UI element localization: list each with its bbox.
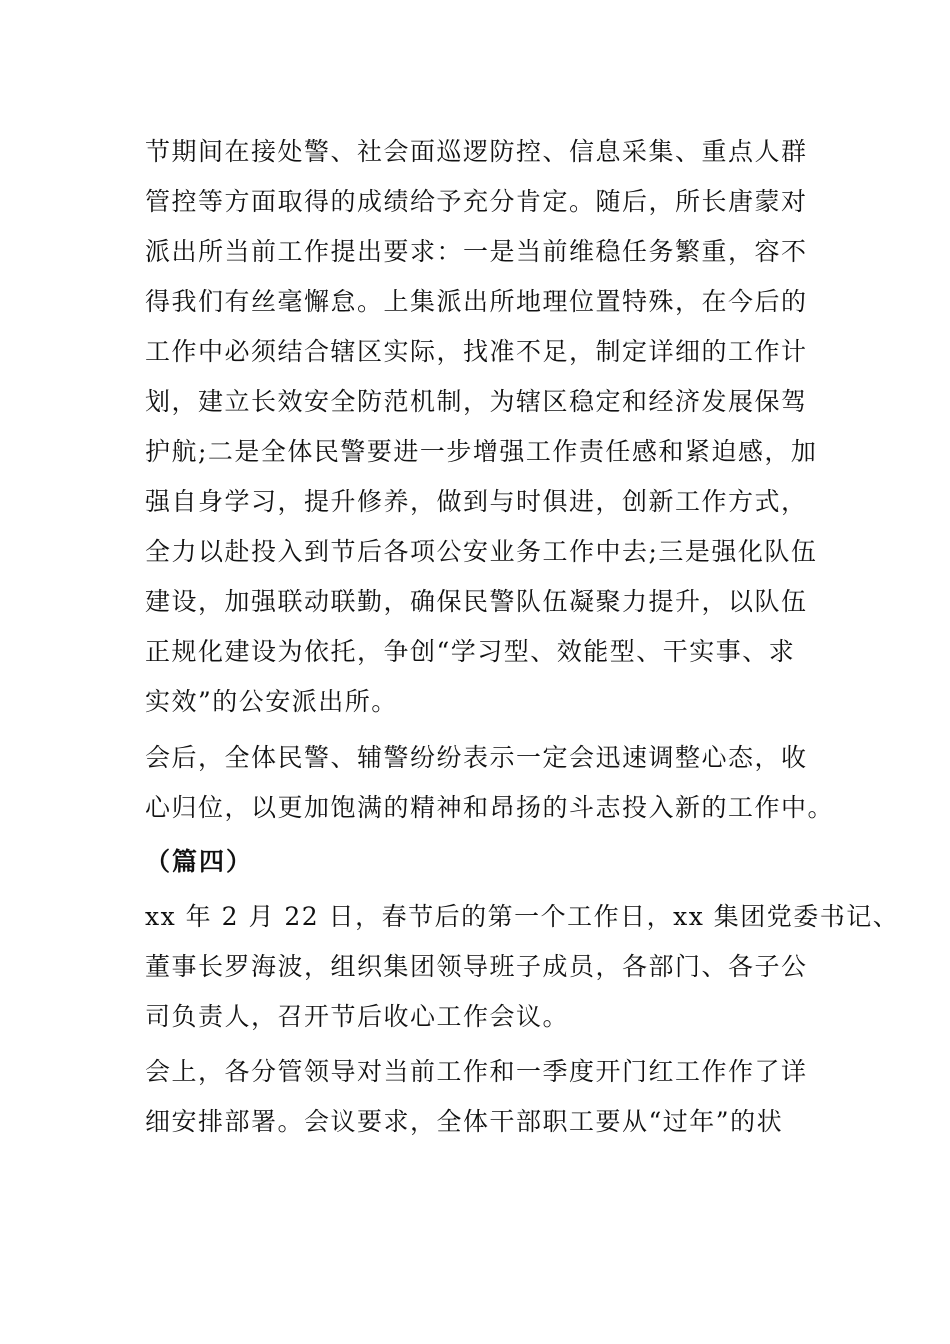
text-line: 节期间在接处警、社会面巡逻防控、信息采集、重点人群 [145, 137, 808, 166]
text-line: 管控等方面取得的成绩给予充分肯定。随后，所长唐蒙对 [145, 187, 808, 216]
text-line: 建设，加强联动联勤，确保民警队伍凝聚力提升，以队伍 [145, 587, 808, 616]
text-line: 会上，各分管领导对当前工作和一季度开门红工作作了详 [145, 1057, 808, 1086]
text-line: 得我们有丝毫懈怠。上集派出所地理位置特殊，在今后的 [145, 287, 808, 316]
text-line: 工作中必须结合辖区实际，找准不足，制定详细的工作计 [145, 337, 808, 366]
text-line: xx 年 2 月 22 日，春节后的第一个工作日，xx 集团党委书记、 [145, 902, 900, 931]
text-line: 强自身学习，提升修养，做到与时俱进，创新工作方式， [145, 487, 808, 516]
text-line: 派出所当前工作提出要求：一是当前维稳任务繁重，容不 [145, 237, 808, 266]
text-line: 会后，全体民警、辅警纷纷表示一定会迅速调整心态，收 [145, 743, 808, 772]
text-line: 护航;二是全体民警要进一步增强工作责任感和紧迫感，加 [145, 437, 818, 466]
text-line: 正规化建设为依托，争创“学习型、效能型、干实事、求 [145, 637, 796, 666]
text-line: 实效”的公安派出所。 [145, 687, 398, 716]
text-line: 划，建立长效安全防范机制，为辖区稳定和经济发展保驾 [145, 387, 808, 416]
text-line: 司负责人，召开节后收心工作会议。 [145, 1002, 570, 1031]
text-line: 董事长罗海波，组织集团领导班子成员，各部门、各子公 [145, 952, 808, 981]
text-line: 全力以赴投入到节后各项公安业务工作中去;三是强化队伍 [145, 537, 818, 566]
section-heading: （篇四） [145, 847, 254, 876]
text-line: 心归位，以更加饱满的精神和昂扬的斗志投入新的工作中。 [145, 793, 835, 822]
text-line: 细安排部署。会议要求，全体干部职工要从“过年”的状 [145, 1107, 784, 1136]
